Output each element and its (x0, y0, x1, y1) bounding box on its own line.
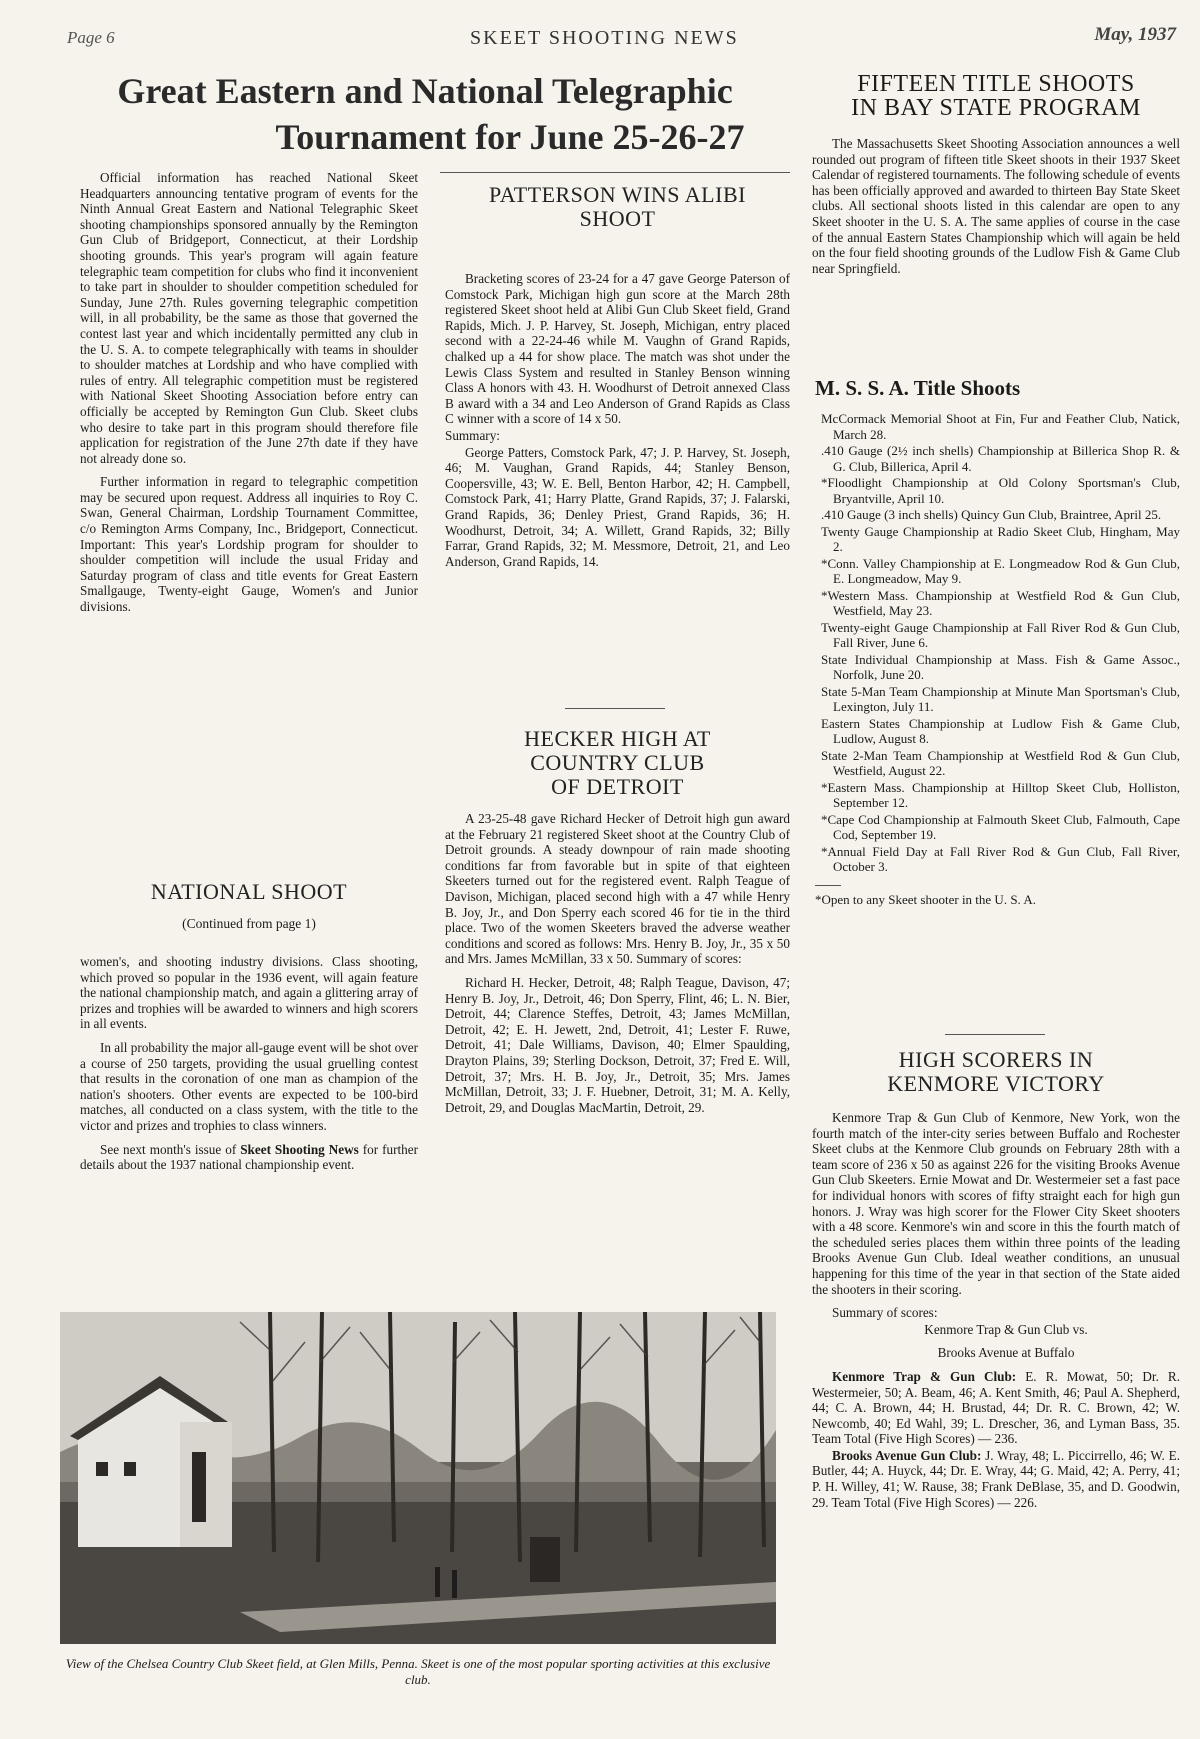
hecker-title-line1: HECKER HIGH AT (524, 726, 711, 751)
kenmore-vs-line1: Kenmore Trap & Gun Club vs. (924, 1321, 1088, 1337)
list-item: State Individual Championship at Mass. Fish & Game Assoc., Norfolk, June 20. (821, 651, 1180, 682)
photo-caption: View of the Chelsea Country Club Skeet field, at Glen Mills, Penna. Skeet is one of the most popular sporting activities at this exclusive club. (65, 1656, 771, 1687)
publication-name: SKEET SHOOTING NEWS (470, 27, 739, 49)
club2-scores (812, 1448, 1180, 1510)
list-item: Twenty Gauge Championship at Radio Skeet Club, Hingham, May 2. (821, 523, 1180, 554)
kenmore-body (812, 1110, 1180, 1510)
list-item: .410 Gauge (3 inch shells) Quincy Gun Club, Braintree, April 25. (821, 507, 1162, 522)
national-shoot-paragraph (80, 1142, 418, 1173)
fifteen-paragraph: The Massachusetts Skeet Shooting Association announces a well rounded out program of fifteen title Skeet shoots in their 1937 Skeet Calendar of registered tournaments. The following schedule of events has been officially approved and awarded to thirteen Bay State Skeet clubs. All sectional shoots listed in this calendar are open to any Skeet shooter in the U. S. A. The same applies of course in the case of the annual Eastern States Championship which will again be held on the four field shooting grounds of the Ludlow Fish & Game Club near Springfield. (812, 136, 1180, 276)
summary-label: Summary: (445, 427, 500, 443)
hecker-body (445, 811, 790, 1115)
fifteen-title (812, 72, 1180, 120)
national-shoot-paragraph: women's, and shooting industry divisions. Class shooting, which proved so popular in the 1936 event, will again feature the national championship match, and again a glittering array of prizes and trophies will be awarded to winners and high scorers in all events. (80, 954, 418, 1032)
hecker-title-line2: COUNTRY CLUB (530, 750, 705, 775)
kenmore-vs-line2: Brooks Avenue at Buffalo (937, 1345, 1075, 1361)
list-item: Eastern States Championship at Ludlow Fish & Game Club, Ludlow, August 8. (821, 715, 1180, 746)
club2-score-list: J. Wray, 48; L. Piccirrello, 46; W. E. Butler, 44; A. Huyck, 44; Dr. E. Wray, 44; G. Maid, 42; A. Perry, 41; P. H. Willey, 41; W. Rause, 38; Frank DeBlase, 35, and D. Goodwin, 29. Team Total (Five High Scores) — 226. (812, 1447, 1180, 1510)
divider-rule (565, 708, 665, 709)
main-article-body (80, 170, 418, 623)
main-article-paragraph: Official information has reached National Skeet Headquarters announcing tentative program of events for the Ninth Annual Great Eastern and National Telegraphic Skeet shooting championships sponsored annually by the Remington Gun Club of Bridgeport, Connecticut, at their Lordship shooting grounds. This year's program will again feature telegraphic team competition for clubs who find it inconvenient to take part in shoulder to shoulder competition scheduled for Sunday, June 27th. Rules governing telegraphic competition will, in all probability, be the same as those that governed the contest last year and which incidentally permitted any club in the U. S. A. to compete telegraphically with teams in shoulder to shoulder matches at Lordship and who have complied with rules of entry. All telegraphic competition must be registered with National Skeet Shooting Association before entry can officially be accepted by Remington Gun Club. Skeet clubs who desire to take part in this program should therefore file application for registration of the June 27th date if they have not already done so. (80, 170, 418, 466)
divider-rule (440, 172, 790, 173)
patterson-body (445, 271, 790, 569)
kenmore-title-line1: HIGH SCORERS IN (898, 1047, 1094, 1072)
page-number: Page 6 (67, 28, 115, 47)
list-item: *Conn. Valley Championship at E. Longmeadow Rod & Gun Club, E. Longmeadow, May 9. (821, 555, 1180, 586)
main-title-line1: Great Eastern and National Telegraphic (117, 71, 733, 111)
final-text-pre: See next month's issue of (100, 1141, 241, 1157)
club1-name: Kenmore Trap & Gun Club: (832, 1368, 1017, 1384)
divider-rule (945, 1034, 1045, 1035)
mssa-list (815, 411, 1180, 875)
mssa-footnote: *Open to any Skeet shooter in the U. S. A. (815, 891, 1036, 907)
continued-note: (Continued from page 1) (182, 916, 316, 931)
hecker-section (445, 727, 790, 1123)
skeet-field-photo (60, 1312, 776, 1644)
list-item: *Western Mass. Championship at Westfield Rod & Gun Club, Westfield, May 23. (821, 587, 1180, 618)
kenmore-section (812, 1048, 1180, 1518)
national-shoot-title: NATIONAL SHOOT (150, 879, 348, 904)
final-text-post: for further details about the 1937 national championship event. (80, 1141, 418, 1173)
list-item: *Annual Field Day at Fall River Rod & Gun Club, Fall River, October 3. (821, 843, 1180, 874)
patterson-summary: George Patters, Comstock Park, 47; J. P. Harvey, St. Joseph, 46; M. Vaughan, Grand Rapids, 44; Stanley Benson, Coopersville, 43; W. E. Bell, Benton Harbor, 42; H. Campbell, Comstock Park, 41; Harry Platte, Grand Rapids, 37; J. Falarski, Grand Rapids, 36; Denley Priest, Grand Rapids, 36; H. Woodhurst, Detroit, 34; A. Willett, Grand Rapids, 32; Billy Farrar, Grand Rapids, 32; M. Messmore, Detroit, 21, and Leo Anderson, Grand Rapids, 14. (445, 444, 790, 569)
national-shoot-body (80, 954, 418, 1173)
club1-scores (812, 1369, 1180, 1447)
national-shoot-section (80, 880, 418, 1181)
national-shoot-paragraph: In all probability the major all-gauge event will be shot over a course of 250 targets, providing the usual gruelling contest that results in the coronation of one man as champion of the nation's shooters. Other events are expected to be 100-bird matches, all conducted on a class system, with the title to the victor and prizes and trophies to class winners. (80, 1039, 418, 1133)
club2-name: Brooks Avenue Gun Club: (832, 1447, 982, 1463)
hecker-scores: Richard H. Hecker, Detroit, 48; Ralph Teague, Davison, 47; Henry B. Joy, Jr., Detroit, 46; Don Sperry, Flint, 46; L. N. Bier, Detroit, 44; Clarence Steffes, Detroit, 43; James McMillan, Detroit, 42; E. H. Jewett, 2nd, Detroit, 41; Lester F. Ruwe, Detroit, 41; Dale Williams, Davison, 40; Elmer Spaulding, Drayton Plains, 39; Sterling Dockson, Detroit, 37; Fred E. Will, Detroit, 37; Mrs. H. B. Joy, Jr., Detroit, 35; Mrs. James McMillan, Detroit, 33; J. F. Huebner, Detroit, 31; M. A. Kelly, Detroit, 29, and Douglas MacMartin, Detroit, 29. (445, 974, 790, 1115)
list-item: State 2-Man Team Championship at Westfield Rod & Gun Club, Westfield, August 22. (821, 747, 1180, 778)
list-item: *Cape Cod Championship at Falmouth Skeet Club, Falmouth, Cape Cod, September 19. (821, 811, 1180, 842)
fifteen-section (812, 72, 1180, 284)
patterson-title: PATTERSON WINS ALIBI SHOOT (489, 182, 746, 231)
hecker-title-line3: OF DETROIT (551, 774, 684, 799)
kenmore-title (812, 1048, 1180, 1096)
hecker-title (445, 727, 790, 799)
fifteen-title-line1: FIFTEEN TITLE SHOOTS (857, 71, 1135, 97)
issue-date: May, 1937 (1094, 24, 1176, 45)
mssa-section (815, 376, 1180, 907)
patterson-paragraph: Bracketing scores of 23-24 for a 47 gave George Paterson of Comstock Park, Michigan high gun score at the March 28th registered Skeet shoot held at Alibi Gun Club Skeet field, Grand Rapids, Mich. J. P. Harvey, St. Joseph, Michigan, entry placed second with a 22-24-46 while M. Vaughn of Grand Rapids, chalked up a 44 for show place. The match was shot under the Lewis Class System and resulted in Stanley Benson winning Class A honors with 43. H. Woodhurst of Detroit annexed Class B award with a 34 and Leo Anderson of Grand Rapids as Class C winner with a score of 14 x 50. (445, 271, 790, 427)
main-article-paragraph: Further information in regard to telegraphic competition may be secured upon request. Address all inquiries to Roy C. Swan, General Chairman, Lordship Tournament Committee, c/o Remington Arms Company, Inc., Bridgeport, Connecticut. Important: This year's Lordship program for shoulder to shoulder competition will include the usual Friday and Saturday program of class and title events for Great Eastern Smallgauge, Twenty-eight Gauge, Women's and Junior divisions. (80, 474, 418, 615)
kenmore-title-line2: KENMORE VICTORY (887, 1071, 1105, 1096)
list-item: Twenty-eight Gauge Championship at Fall River Rod & Gun Club, Fall River, June 6. (821, 619, 1180, 650)
fifteen-title-line2: IN BAY STATE PROGRAM (851, 95, 1141, 121)
kenmore-paragraph: Kenmore Trap & Gun Club of Kenmore, New York, won the fourth match of the inter-city series between Buffalo and Rochester Skeet clubs at the Kenmore Club grounds on February 28th with a team score of 236 x 50 as against 226 for the visiting Brooks Avenue Gun Club Skeeters. Ernie Mowat and Dr. Westermeier set a fast pace for individual honors with scores of fifty straight each for high gun honors. J. Wray was high scorer for the Flower City Skeet shooters with a 48 score. Kenmore's win and score in this the fourth match of the scheduled series places them within three points of the leading Brooks Avenue Gun Club. Ideal weather conditions, an unusual happening for this time of the year in that section of the State aided the shooters in their scoring. (812, 1110, 1180, 1297)
footnote-rule (815, 885, 841, 886)
kenmore-summary-label: Summary of scores: (832, 1305, 938, 1321)
club1-score-list: E. R. Mowat, 50; Dr. R. Westermeier, 50; A. Beam, 46; A. Kent Smith, 46; Paul A. Shepherd, 44; C. A. Brown, 44; H. Brustad, 44; Dr. R. C. Brown, 42; W. Newcomb, 40; Ed Wahl, 39; L. Drescher, 36, and Lyman Bass, 35. Team Total (Five High Scores) — 236. (812, 1368, 1181, 1447)
list-item: *Floodlight Championship at Old Colony Sportsman's Club, Bryantville, April 10. (821, 475, 1180, 506)
main-article-title (60, 68, 790, 160)
mssa-title: M. S. S. A. Title Shoots (815, 376, 1021, 400)
list-item: McCormack Memorial Shoot at Fin, Fur and Feather Club, Natick, March 28. (821, 411, 1180, 442)
fifteen-body (812, 136, 1180, 276)
list-item: .410 Gauge (2½ inch shells) Championship at Billerica Shop R. & G. Club, Billerica, April 4. (821, 443, 1180, 474)
photo-illustration (60, 1312, 776, 1644)
list-item: State 5-Man Team Championship at Minute Man Sportsman's Club, Lexington, July 11. (821, 683, 1180, 714)
patterson-section (445, 183, 790, 577)
hecker-paragraph: A 23-25-48 gave Richard Hecker of Detroit high gun award at the February 21 registered Skeet shoot at the Country Club of Detroit grounds. A steady downpour of rain made shooting conditions far from favorable but in spite of that eighteen Skeeters turned out for the registered event. Ralph Teague of Davison, Michigan, placed second high with a 47 while Henry B. Joy, Jr., and Don Sperry each scored 46 for tie in the third place. Two of the women Skeeters braved the adverse weather conditions and scored as follows: Mrs. Henry B. Joy, Jr., 35 x 50 and Mrs. James McMillan, 33 x 50. Summary of scores: (445, 811, 790, 967)
list-item: *Eastern Mass. Championship at Hilltop Skeet Club, Holliston, September 12. (821, 779, 1180, 810)
publication-ref: Skeet Shooting News (240, 1141, 359, 1157)
main-title-line2: Tournament for June 25-26-27 (275, 117, 745, 157)
